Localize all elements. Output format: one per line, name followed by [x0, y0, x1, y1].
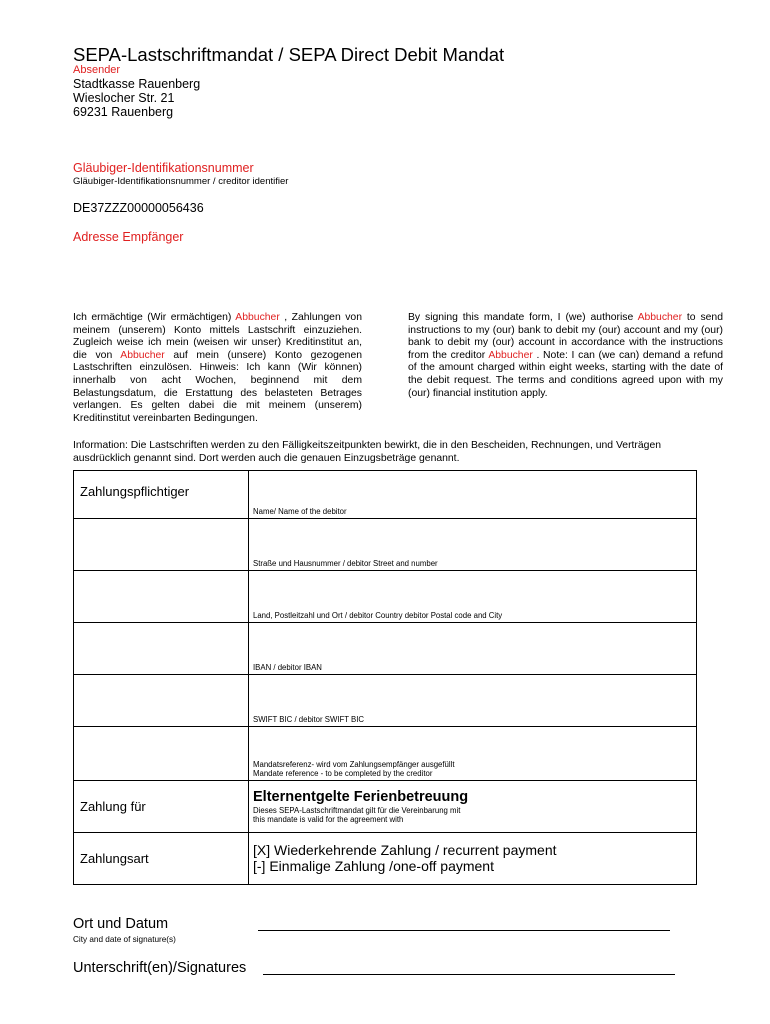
page-title: SEPA-Lastschriftmandat / SEPA Direct Debit Mandat — [73, 44, 505, 65]
mandate-de-part-3: auf mein (unsere) Konto gezogenen Lastschriften einzulösen. Hinweis: Ich kann (Wir können) innerhalb von acht Wochen, beginnend mit dem Belastungsdatum, die Erstattung des belasteten Betrages verlangen. Es gelten dabei die mit meinem (unserem) Kreditinstitut vereinbarten Bedingungen. — [73, 349, 363, 424]
debtor-name-label: Name/ Name of the debitor — [253, 507, 347, 516]
creditor-id-subtitle: Gläubiger-Identifikationsnummer / creditor identifier — [73, 176, 289, 187]
payment-for-sub-de: Dieses SEPA-Lastschriftmandat gilt für die Vereinbarung mit — [253, 806, 461, 815]
creditor-id-heading: Gläubiger-Identifikationsnummer — [73, 161, 254, 175]
debtor-street-label: Straße und Hausnummer / debitor Street and number — [253, 559, 438, 568]
mandate-de-part-2: , Zahlungen von meinem (unserem) Konto mittels Lastschrift einzuziehen. Zugleich weise ich mein (weisen wir unser) Kreditinstitut an, die von — [73, 312, 362, 361]
debtor-street-field[interactable] — [249, 519, 697, 571]
place-date-label: Ort und Datum — [73, 916, 169, 932]
payment-for-subtitle — [253, 806, 696, 824]
payee-placeholder: Abbucher — [120, 349, 165, 361]
debtor-label-cell — [74, 471, 249, 519]
empty-label-cell — [74, 623, 249, 675]
debtor-name-field[interactable] — [249, 471, 697, 519]
mandate-en-part-2: to send instructions to my (our) bank to debit my (our) account and my (our) bank to debit my (our) account in accordance with the instructions from the creditor — [408, 312, 723, 361]
payment-type-recurrent[interactable]: [X] Wiederkehrende Zahlung / recurrent payment — [253, 842, 557, 858]
debtor-iban-label: IBAN / debitor IBAN — [253, 663, 322, 672]
debtor-bic-field[interactable] — [249, 675, 697, 727]
empty-label-cell — [74, 675, 249, 727]
mandate-en-part-1: By signing this mandate form, I (we) authorise — [408, 312, 638, 323]
signature-line[interactable] — [263, 974, 675, 975]
debtor-label: Zahlungspflichtiger — [80, 484, 190, 499]
payee-placeholder: Abbucher — [235, 312, 280, 323]
payment-type-one-off[interactable]: [-] Einmalige Zahlung /one-off payment — [253, 858, 494, 874]
debtor-form-table — [73, 470, 697, 885]
debtor-city-field[interactable] — [249, 571, 697, 623]
place-date-subtitle: City and date of signature(s) — [73, 935, 176, 944]
recipient-address-label: Adresse Empfänger — [73, 230, 184, 244]
empty-label-cell — [74, 519, 249, 571]
creditor-id-value: DE37ZZZ00000056436 — [73, 201, 204, 215]
debtor-city-label: Land, Postleitzahl und Ort / debitor Country debitor Postal code and City — [253, 611, 503, 620]
payee-placeholder: Abbucher — [637, 312, 683, 323]
payment-type-label-cell — [74, 833, 249, 885]
place-date-line[interactable] — [258, 930, 670, 931]
sender-label: Absender — [73, 64, 121, 76]
sender-street: Wieslocher Str. 21 — [73, 91, 175, 105]
payment-for-label: Zahlung für — [80, 799, 146, 814]
mandate-reference-label — [253, 760, 455, 778]
payment-for-title: Elternentgelte Ferienbetreuung — [253, 789, 469, 805]
sender-city: 69231 Rauenberg — [73, 105, 174, 119]
mandate-text-english — [408, 312, 723, 400]
information-text: Information: Die Lastschriften werden zu den Fälligkeitszeitpunkten bewirkt, die in den Bescheiden, Rechnungen, und Verträgen ausdrücklich genannt sind. Dort werden auch die genauen Einzugsbeträge genannt. — [73, 440, 661, 464]
payment-type-field — [249, 833, 697, 885]
debtor-iban-field[interactable] — [249, 623, 697, 675]
sender-name: Stadtkasse Rauenberg — [73, 77, 201, 91]
mandate-reference-field — [249, 727, 697, 781]
payment-for-label-cell — [74, 781, 249, 833]
signature-label: Unterschrift(en)/Signatures — [73, 960, 247, 976]
mandate-text-german — [73, 312, 362, 425]
empty-label-cell — [74, 571, 249, 623]
payment-type-label: Zahlungsart — [80, 851, 149, 866]
debtor-bic-label: SWIFT BIC / debitor SWIFT BIC — [253, 715, 365, 724]
mandate-de-part-1: Ich ermächtige (Wir ermächtigen) — [73, 312, 236, 323]
mandate-reference-en: Mandate reference - to be completed by the creditor — [253, 769, 433, 778]
mandate-en-part-3: . Note: I can (we can) demand a refund of the amount charged within eight weeks, starting with the date of the debit request. The terms and conditions agreed upon with my (our) financial institution apply. — [408, 349, 723, 399]
payee-placeholder: Abbucher — [488, 349, 533, 361]
empty-label-cell — [74, 727, 249, 781]
mandate-reference-de: Mandatsreferenz- wird vom Zahlungsempfänger ausgefüllt — [253, 760, 455, 769]
payment-for-field — [249, 781, 697, 833]
payment-for-sub-en: this mandate is valid for the agreement with — [253, 815, 404, 824]
